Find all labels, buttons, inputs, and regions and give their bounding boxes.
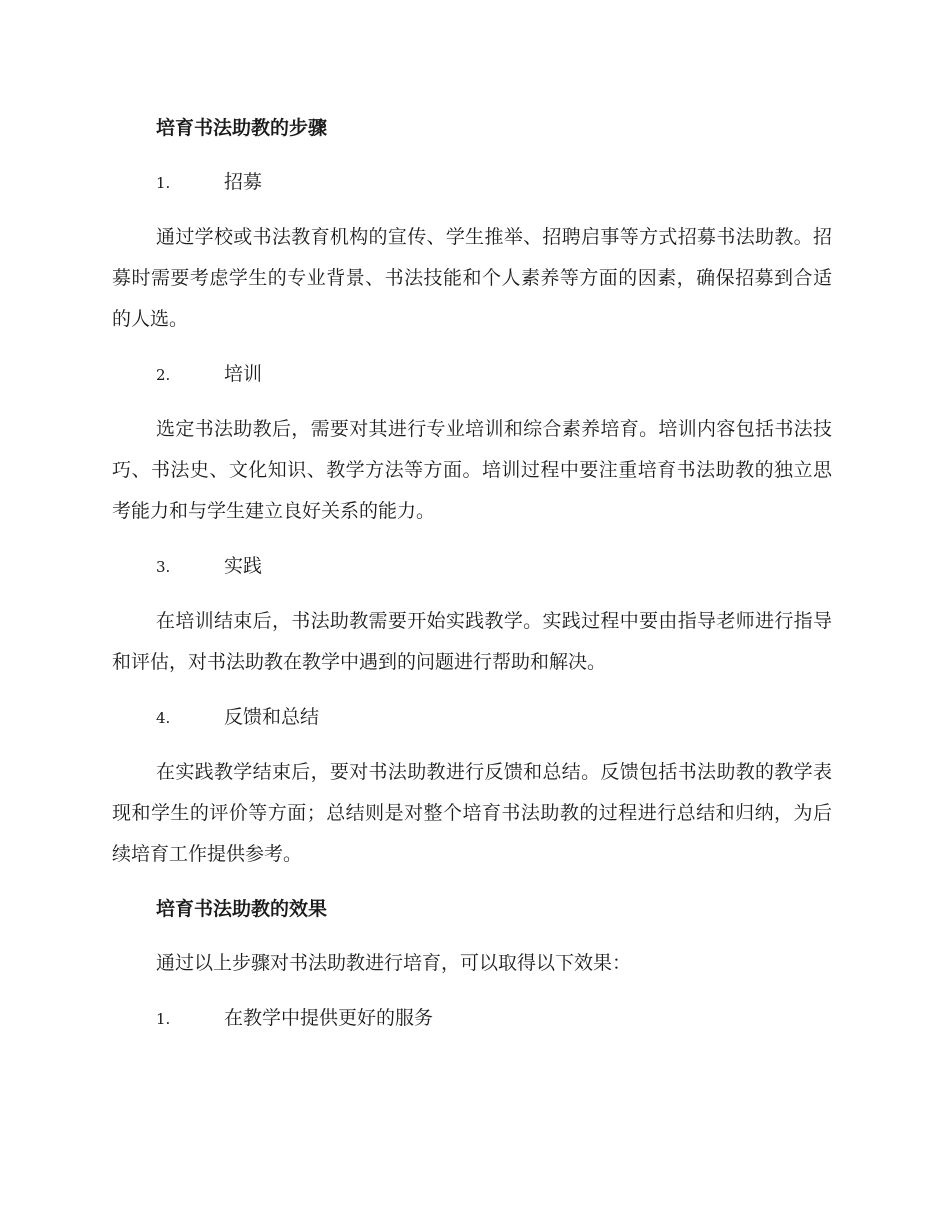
effect-title: 在教学中提供更好的服务 <box>224 1007 434 1029</box>
step-title: 反馈和总结 <box>224 706 320 728</box>
section-heading-steps: 培育书法助教的步骤 <box>156 117 328 139</box>
step-item-training <box>156 354 832 395</box>
step-number: 4. <box>156 709 171 727</box>
step-title: 实践 <box>224 555 263 577</box>
step-number: 2. <box>156 366 171 384</box>
effects-intro-paragraph: 通过以上步骤对书法助教进行培育，可以取得以下效果： <box>156 952 632 974</box>
section-heading-effects: 培育书法助教的效果 <box>156 898 328 920</box>
step-item-practice <box>156 546 832 587</box>
step-paragraph-training: 选定书法助教后，需要对其进行专业培训和综合素养培育。培训内容包括书法技巧、书法史、文化知识、教学方法等方面。培训过程中要注重培育书法助教的独立思考能力和与学生建立良好关系的能力。 <box>112 418 832 522</box>
step-number: 3. <box>156 558 171 576</box>
effect-item-service <box>156 998 832 1039</box>
step-paragraph-practice: 在培训结束后，书法助教需要开始实践教学。实践过程中要由指导老师进行指导和评估，对书法助教在教学中遇到的问题进行帮助和解决。 <box>112 610 832 673</box>
step-number: 1. <box>156 174 171 192</box>
step-paragraph-feedback: 在实践教学结束后，要对书法助教进行反馈和总结。反馈包括书法助教的教学表现和学生的评价等方面；总结则是对整个培育书法助教的过程进行总结和归纳，为后续培育工作提供参考。 <box>112 761 832 865</box>
step-title: 招募 <box>224 171 263 193</box>
effect-number: 1. <box>156 1010 171 1028</box>
document-body <box>112 108 832 1053</box>
step-item-recruit <box>156 162 832 203</box>
step-paragraph-recruit: 通过学校或书法教育机构的宣传、学生推举、招聘启事等方式招募书法助教。招募时需要考虑学生的专业背景、书法技能和个人素养等方面的因素，确保招募到合适的人选。 <box>112 226 832 330</box>
step-item-feedback <box>156 697 832 738</box>
step-title: 培训 <box>224 363 263 385</box>
